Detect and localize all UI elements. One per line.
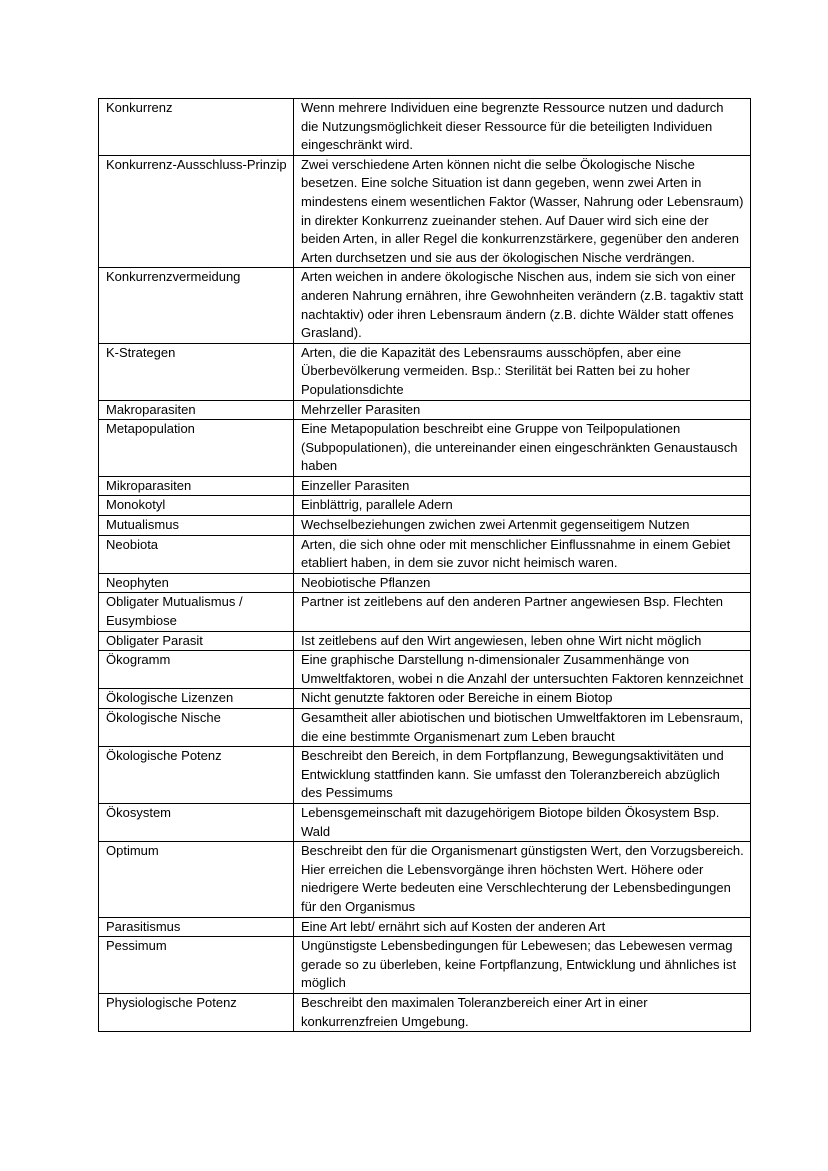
definition-cell: Beschreibt den maximalen Toleranzbereich einer Art in einer konkurrenzfreien Umgebung. — [294, 993, 751, 1031]
term-cell: Optimum — [99, 842, 294, 917]
definition-cell: Eine graphische Darstellung n-dimensionaler Zusammenhänge von Umweltfaktoren, wobei n die Anzahl der untersuchten Faktoren kennzeichnet — [294, 651, 751, 689]
term-cell: Konkurrenzvermeidung — [99, 268, 294, 343]
definition-cell: Arten, die die Kapazität des Lebensraums ausschöpfen, aber eine Überbevölkerung vermeiden. Bsp.: Sterilität bei Ratten bei zu hoher Populationsdichte — [294, 343, 751, 400]
term-cell: Ökosystem — [99, 803, 294, 841]
table-row — [99, 803, 751, 841]
table-row — [99, 709, 751, 747]
table-row — [99, 343, 751, 400]
definition-cell: Mehrzeller Parasiten — [294, 400, 751, 420]
term-cell: Neobiota — [99, 535, 294, 573]
term-cell: Physiologische Potenz — [99, 993, 294, 1031]
definition-cell: Arten weichen in andere ökologische Nischen aus, indem sie sich von einer anderen Nahrung ernähren, ihre Gewohnheiten verändern (z.B. tagaktiv statt nachtaktiv) oder ihren Lebensraum ändern (z.B. dichte Wälder statt offenes Grasland). — [294, 268, 751, 343]
definition-cell: Gesamtheit aller abiotischen und biotischen Umweltfaktoren im Lebensraum, die eine bestimmte Organismenart zum Leben braucht — [294, 709, 751, 747]
term-cell: Obligater Mutualismus / Eusymbiose — [99, 593, 294, 631]
glossary-table — [98, 98, 751, 1032]
table-row — [99, 747, 751, 804]
definition-cell: Zwei verschiedene Arten können nicht die selbe Ökologische Nische besetzen. Eine solche Situation ist dann gegeben, wenn zwei Arten in mindestens einem wesentlichen Faktor (Wasser, Nahrung oder Lebensraum) in direkter Konkurrenz zueinander stehen. Auf Dauer wird sich eine der beiden Arten, in aller Regel die konkurrenzstärkere, gegenüber den anderen Arten durchsetzen und sie aus der ökologischen Nische verdrängen. — [294, 155, 751, 268]
term-cell: Ökologische Nische — [99, 709, 294, 747]
table-row — [99, 651, 751, 689]
definition-cell: Beschreibt den für die Organismenart günstigsten Wert, den Vorzugsbereich. Hier erreichen die Lebensvorgänge ihren höchsten Wert. Höhere oder niedrigere Werte bedeuten eine Verschlechterung der Lebensbedingungen für den Organismus — [294, 842, 751, 917]
term-cell: Ökogramm — [99, 651, 294, 689]
definition-cell: Einzeller Parasiten — [294, 476, 751, 496]
definition-cell: Wechselbeziehungen zwichen zwei Artenmit gegenseitigem Nutzen — [294, 516, 751, 536]
table-row — [99, 420, 751, 477]
table-row — [99, 476, 751, 496]
table-row — [99, 496, 751, 516]
definition-cell: Eine Art lebt/ ernährt sich auf Kosten der anderen Art — [294, 917, 751, 937]
table-row — [99, 937, 751, 994]
definition-cell: Lebensgemeinschaft mit dazugehörigem Biotope bilden Ökosystem Bsp. Wald — [294, 803, 751, 841]
definition-cell: Ungünstigste Lebensbedingungen für Lebewesen; das Lebewesen vermag gerade so zu überleben, keine Fortpflanzung, Entwicklung und ähnliches ist möglich — [294, 937, 751, 994]
glossary-table-body — [99, 99, 751, 1032]
term-cell: Makroparasiten — [99, 400, 294, 420]
definition-cell: Neobiotische Pflanzen — [294, 573, 751, 593]
term-cell: Pessimum — [99, 937, 294, 994]
term-cell: Ökologische Potenz — [99, 747, 294, 804]
term-cell: Monokotyl — [99, 496, 294, 516]
term-cell: Mutualismus — [99, 516, 294, 536]
table-row — [99, 593, 751, 631]
definition-cell: Einblättrig, parallele Adern — [294, 496, 751, 516]
table-row — [99, 535, 751, 573]
definition-cell: Nicht genutzte faktoren oder Bereiche in einem Biotop — [294, 689, 751, 709]
table-row — [99, 993, 751, 1031]
term-cell: Konkurrenz-Ausschluss-Prinzip — [99, 155, 294, 268]
term-cell: K-Strategen — [99, 343, 294, 400]
definition-cell: Arten, die sich ohne oder mit menschlicher Einflussnahme in einem Gebiet etabliert haben, in dem sie zuvor nicht heimisch waren. — [294, 535, 751, 573]
definition-cell: Beschreibt den Bereich, in dem Fortpflanzung, Bewegungsaktivitäten und Entwicklung stattfinden kann. Sie umfasst den Toleranzbereich abzüglich des Pessimums — [294, 747, 751, 804]
table-row — [99, 400, 751, 420]
table-row — [99, 842, 751, 917]
table-row — [99, 689, 751, 709]
term-cell: Parasitismus — [99, 917, 294, 937]
table-row — [99, 917, 751, 937]
term-cell: Mikroparasiten — [99, 476, 294, 496]
term-cell: Metapopulation — [99, 420, 294, 477]
table-row — [99, 99, 751, 156]
table-row — [99, 155, 751, 268]
table-row — [99, 268, 751, 343]
table-row — [99, 516, 751, 536]
term-cell: Obligater Parasit — [99, 631, 294, 651]
table-row — [99, 573, 751, 593]
definition-cell: Wenn mehrere Individuen eine begrenzte Ressource nutzen und dadurch die Nutzungsmöglichkeit dieser Ressource für die beteiligten Individuen eingeschränkt wird. — [294, 99, 751, 156]
definition-cell: Partner ist zeitlebens auf den anderen Partner angewiesen Bsp. Flechten — [294, 593, 751, 631]
term-cell: Ökologische Lizenzen — [99, 689, 294, 709]
table-row — [99, 631, 751, 651]
definition-cell: Eine Metapopulation beschreibt eine Gruppe von Teilpopulationen (Subpopulationen), die untereinander einen eingeschränkten Genaustausch haben — [294, 420, 751, 477]
term-cell: Neophyten — [99, 573, 294, 593]
definition-cell: Ist zeitlebens auf den Wirt angewiesen, leben ohne Wirt nicht möglich — [294, 631, 751, 651]
term-cell: Konkurrenz — [99, 99, 294, 156]
